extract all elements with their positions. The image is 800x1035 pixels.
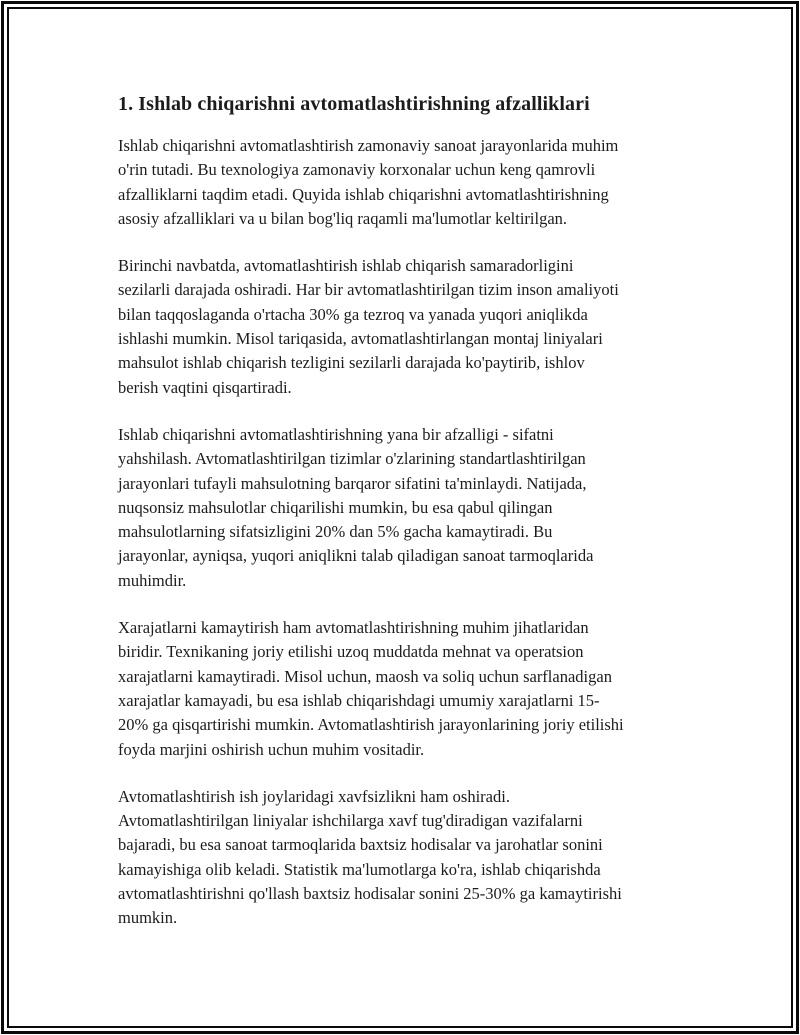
paragraph-line: biridir. Texnikaning joriy etilishi uzoq muddatda mehnat va operatsion [118, 642, 584, 662]
paragraph-line: mahsulotlarning sifatsizligini 20% dan 5% gacha kamaytiradi. Bu [118, 522, 553, 542]
paragraph-line: Avtomatlashtirish ish joylaridagi xavfsizlikni ham oshiradi. [118, 786, 510, 806]
paragraph-line: ishlashi mumkin. Misol tariqasida, avtomatlashtirlangan montaj liniyalari [118, 329, 603, 349]
paragraph [118, 616, 696, 762]
paragraph [118, 254, 696, 400]
paragraph-line: Xarajatlarni kamaytirish ham avtomatlashtirishning muhim jihatlaridan [118, 618, 589, 638]
paragraph-line: Avtomatlashtirilgan liniyalar ishchilarga xavf tug'diradigan vazifalarni [118, 811, 583, 831]
paragraph-line: bajaradi, bu esa sanoat tarmoqlarida baxtsiz hodisalar va jarohatlar sonini [118, 835, 603, 855]
paragraph-line: jarayonlari tufayli mahsulotning barqaror sifatini ta'minlaydi. Natijada, [118, 473, 587, 493]
paragraph [118, 134, 696, 231]
paragraph-line: foyda marjini oshirish uchun muhim vositadir. [118, 739, 425, 759]
paragraph-line: xarajatlar kamayadi, bu esa ishlab chiqarishdagi umumiy xarajatlarni 15- [118, 690, 600, 710]
paragraph-line: muhimdir. [118, 570, 187, 590]
paragraph-line: bilan taqqoslaganda o'rtacha 30% ga tezroq va yanada yuqori aniqlikda [118, 304, 588, 324]
paragraph [118, 423, 696, 593]
document-page [118, 92, 696, 954]
paragraph-line: 20% ga qisqartirishi mumkin. Avtomatlashtirish jarayonlarining joriy etilishi [118, 715, 624, 735]
paragraph-line: nuqsonsiz mahsulotlar chiqarilishi mumkin, bu esa qabul qilingan [118, 497, 553, 517]
paragraph-line: yahshilash. Avtomatlashtirilgan tizimlar o'zlarining standartlashtirilgan [118, 449, 586, 469]
document-title: 1. Ishlab chiqarishni avtomatlashtirishning afzalliklari [118, 93, 590, 115]
paragraph-line: sezilarli darajada oshiradi. Har bir avtomatlashtirilgan tizim inson amaliyoti [118, 280, 619, 300]
paragraph-line: xarajatlarni kamaytiradi. Misol uchun, maosh va soliq uchun sarflanadigan [118, 666, 612, 686]
document-body [118, 134, 696, 931]
paragraph-line: mumkin. [118, 908, 178, 928]
paragraph [118, 785, 696, 931]
paragraph-line: afzalliklarni taqdim etadi. Quyida ishlab chiqarishni avtomatlashtirishning [118, 184, 609, 204]
paragraph-line: kamayishiga olib keladi. Statistik ma'lumotlarga ko'ra, ishlab chiqarishda [118, 859, 601, 879]
paragraph-line: Ishlab chiqarishni avtomatlashtirish zamonaviy sanoat jarayonlarida muhim [118, 136, 619, 155]
paragraph-line: berish vaqtini qisqartiradi. [118, 377, 292, 397]
paragraph-line: Ishlab chiqarishni avtomatlashtirishning yana bir afzalligi - sifatni [118, 424, 554, 444]
paragraph-line: Birinchi navbatda, avtomatlashtirish ishlab chiqarish samaradorligini [118, 256, 574, 276]
paragraph-line: asosiy afzalliklari va u bilan bog'liq raqamli ma'lumotlar keltirilgan. [118, 208, 568, 228]
paragraph-line: o'rin tutadi. Bu texnologiya zamonaviy korxonalar uchun keng qamrovli [118, 160, 596, 180]
paragraph-line: mahsulot ishlab chiqarish tezligini sezilarli darajada ko'paytirib, ishlov [118, 353, 585, 373]
paragraph-line: avtomatlashtirishni qo'llash baxtsiz hodisalar sonini 25-30% ga kamaytirishi [118, 884, 622, 904]
paragraph-line: jarayonlar, ayniqsa, yuqori aniqlikni talab qiladigan sanoat tarmoqlarida [118, 546, 594, 566]
